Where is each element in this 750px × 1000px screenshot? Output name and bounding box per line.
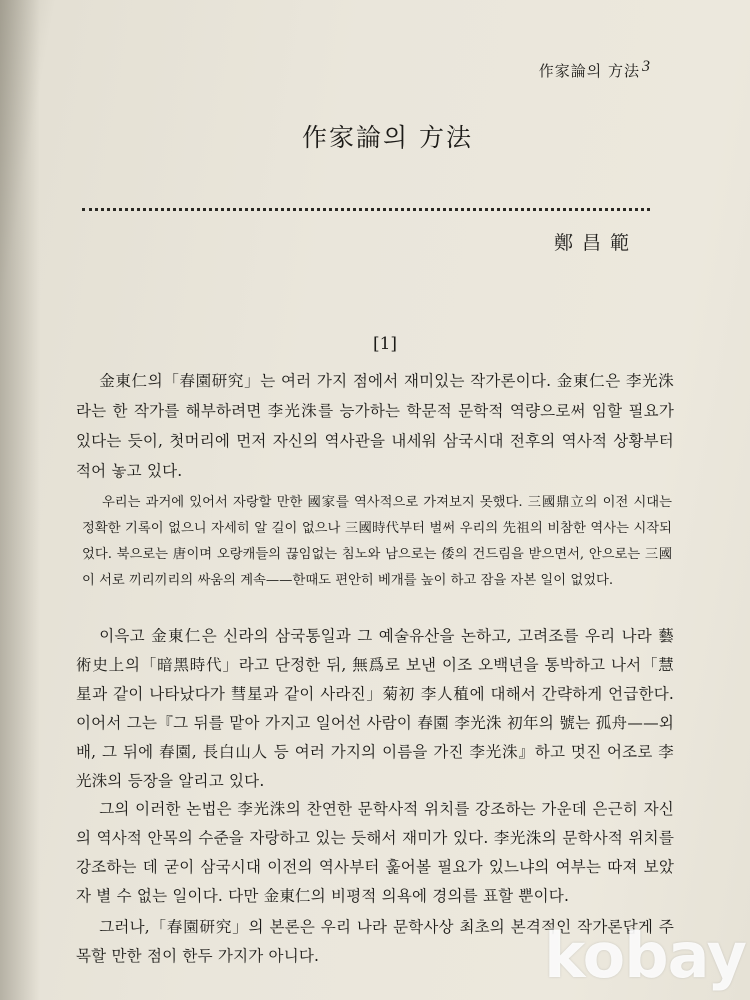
dotted-divider <box>82 208 650 211</box>
running-title: 作家論의 方法 <box>538 62 640 80</box>
paragraph-4: 그러나,「春園研究」의 본론은 우리 나라 문학사상 최초의 본격적인 작가론답게 주목할 만한 점이 한두 가지가 아니다. <box>76 918 674 965</box>
watermark-logo: kobay <box>544 919 746 992</box>
paragraph-3: 그의 이러한 논법은 李光洙의 찬연한 문학사적 위치를 강조하는 가운데 은근히 자신의 역사적 안목의 수준을 자랑하고 있는 듯해서 재미가 있다. 李光洙의 문학사적 위치를 강조하는 데 굳이 삼국시대 이전의 역사부터 훑어볼 필요가 있느냐의 여부는 따져 보았자 별 수 없는 일이다. 다만 金東仁의 비평적 의욕에 경의를 표할 뿐이다. <box>76 800 674 905</box>
section-number: [1] <box>372 334 398 354</box>
page-number: 3 <box>642 58 650 75</box>
block-quote: 우리는 과거에 있어서 자랑할 만한 國家를 역사적으로 가져보지 못했다. 三國鼎立의 이전 시대는 정확한 기록이 없으니 자세히 알 길이 없으나 三國時代부터 벌써 우리의 先祖의 비참한 역사는 시작되었다. 북으로는 唐이며 오랑캐들의 끊임없는 침노와 남으로는 倭의 건드림을 받으면서, 안으로는 三國이 서로 끼리끼리의 싸움의 계속——한때도 편안히 베개를 높이 하고 잠을 자본 일이 없었다. <box>82 495 672 588</box>
article-title: 作家論의 方法 <box>301 123 474 152</box>
author-name: 鄭昌範 <box>553 232 638 254</box>
paragraph-2: 이윽고 金東仁은 신라의 삼국통일과 그 예술유산을 논하고, 고려조를 우리 나라 藝術史上의「暗黑時代」라고 단정한 뒤, 無爲로 보낸 이조 오백년을 통박하고 나서「慧星과 같이 나타났다가 彗星과 같이 사라진」菊初 李人稙에 대해서 간략하게 언급한다. 이어서 그는『그 뒤를 맡아 가지고 일어선 사람이 春園 李光洙 初年의 號는 孤舟——외배, 그 뒤에 春園, 長白山人 등 여러 가지의 이름을 가진 李光洙』하고 멋진 어조로 李光洙의 등장을 알리고 있다. <box>76 627 674 790</box>
paragraph-1: 金東仁의「春園研究」는 여러 가지 점에서 재미있는 작가론이다. 金東仁은 李光洙라는 한 작가를 해부하려면 李光洙를 능가하는 학문적 문학적 역량으로써 임할 필요가 있다는 듯이, 첫머리에 먼저 자신의 역사관을 내세워 삼국시대 전후의 역사적 상황부터 적어 놓고 있다. <box>76 372 674 480</box>
